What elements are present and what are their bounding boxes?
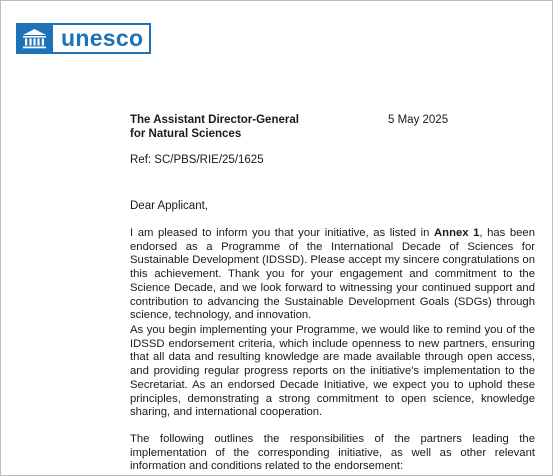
salutation: Dear Applicant, <box>130 200 208 212</box>
sender-department: for Natural Sciences <box>130 128 242 140</box>
sender-title: The Assistant Director-General <box>130 114 299 126</box>
annex-reference: Annex 1 <box>434 227 480 239</box>
sender-block <box>130 113 299 141</box>
paragraph-responsibilities: The following outlines the responsibilities of the partners leading the implementation of the corresponding initiative, as well as other relevant information and conditions related to the endorsement: <box>130 433 535 473</box>
letter-date: 5 May 2025 <box>388 114 449 126</box>
paragraph-criteria: As you begin implementing your Programme, we would like to remind you of the IDSSD endorsement criteria, which include openness to new partners, ensuring that all data and resulting knowledge are made available through open access, and providing regular progress reports on the initiative's implementation to the Secretariat. As an endorsed Decade Initiative, we expect you to uphold these principles, demonstrating a strong commitment to open science, knowledge sharing, and international cooperation. <box>130 324 535 419</box>
paragraph-endorsement <box>130 227 535 323</box>
logo-wordmark: unesco <box>53 23 151 54</box>
reference-number: Ref: SC/PBS/RIE/25/1625 <box>130 154 264 166</box>
paragraph-endorsement-rest: , has been endorsed as a Programme of the International Decade of Sciences for Sustainable Development (IDSSD). Please accept my sincere congratulations on this achievement. Thank you for your engagement and commitment to the Science Decade, and we look forward to witnessing your continued support and contribution to advancing the Sustainable Development Goals (SDGs) through science, technology, and innovation. <box>130 227 535 322</box>
temple-icon <box>16 23 53 54</box>
paragraph-endorsement-lead: I am pleased to inform you that your initiative, as listed in <box>130 227 435 239</box>
unesco-logo <box>16 23 151 54</box>
